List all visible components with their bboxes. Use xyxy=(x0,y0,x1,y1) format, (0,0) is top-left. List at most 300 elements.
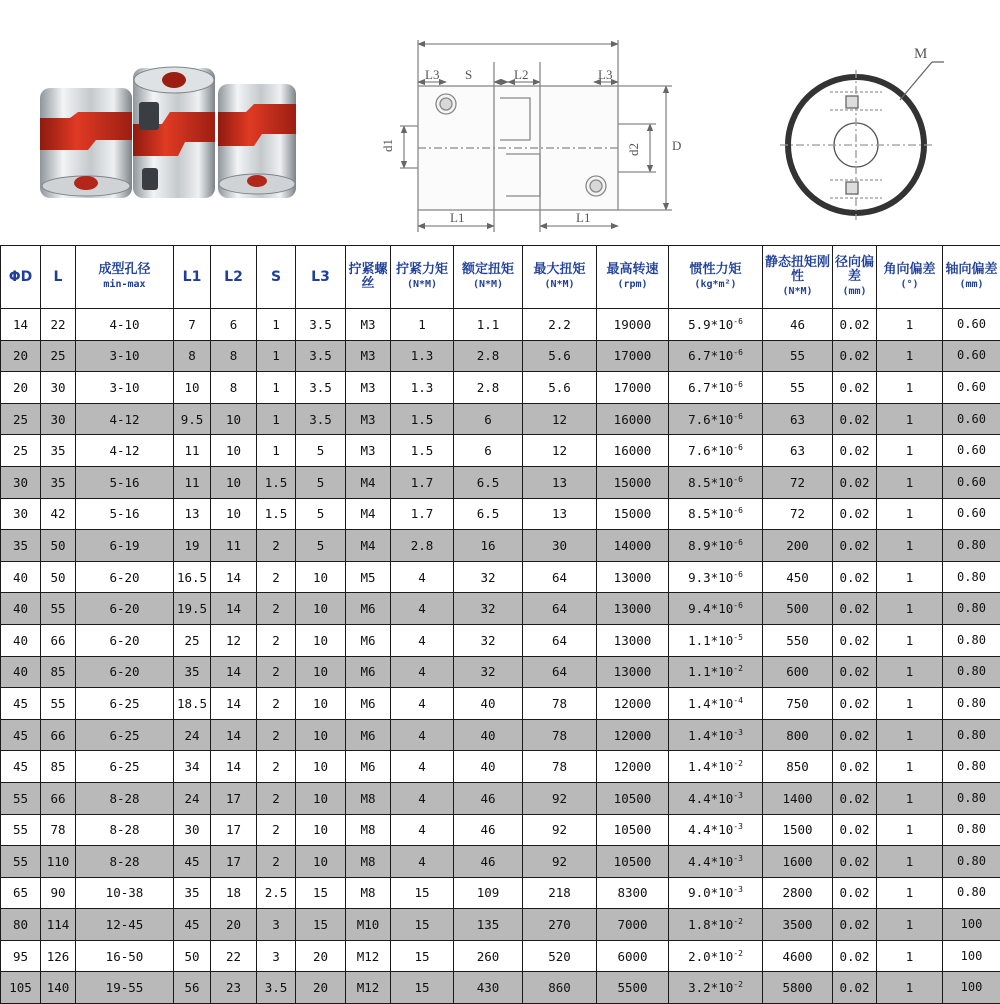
cell-radial: 0.02 xyxy=(833,435,877,467)
cell-l2: 17 xyxy=(211,782,257,814)
cell-l3: 3.5 xyxy=(296,340,346,372)
cell-l3: 5 xyxy=(296,530,346,562)
cell-radial: 0.02 xyxy=(833,656,877,688)
cell-radial: 0.02 xyxy=(833,530,877,562)
cell-angular: 1 xyxy=(877,530,943,562)
cell-axial: 0.80 xyxy=(943,530,1000,562)
cell-axial: 0.60 xyxy=(943,435,1000,467)
cell-l2: 17 xyxy=(211,846,257,878)
cell-phi-d: 45 xyxy=(1,688,41,720)
cell-l: 66 xyxy=(41,719,76,751)
inertia-base: 9.0*10 xyxy=(688,885,733,900)
cell-l1: 11 xyxy=(174,435,211,467)
header-label: ΦD xyxy=(9,269,33,285)
cell-axial: 0.80 xyxy=(943,561,1000,593)
cell-l1: 25 xyxy=(174,624,211,656)
cell-screw: M4 xyxy=(346,498,391,530)
cell-tight-torque: 4 xyxy=(391,814,454,846)
cell-l3: 10 xyxy=(296,782,346,814)
cell-tight-torque: 4 xyxy=(391,624,454,656)
inertia-exponent: -6 xyxy=(733,317,743,326)
cell-screw: M3 xyxy=(346,435,391,467)
table-row xyxy=(1,435,1000,467)
cell-max-torque: 92 xyxy=(523,814,597,846)
cell-phi-d: 65 xyxy=(1,877,41,909)
cell-stiffness: 200 xyxy=(763,530,833,562)
cell-l3: 5 xyxy=(296,435,346,467)
inertia-exponent: -6 xyxy=(733,348,743,357)
cell-max-torque: 64 xyxy=(523,593,597,625)
cell-max-torque: 13 xyxy=(523,466,597,498)
cell-s: 2 xyxy=(257,561,296,593)
cell-tight-torque: 4 xyxy=(391,656,454,688)
cell-rated-torque: 32 xyxy=(454,656,523,688)
cell-tight-torque: 1.3 xyxy=(391,372,454,404)
cell-tight-torque: 4 xyxy=(391,782,454,814)
cell-max-speed: 13000 xyxy=(597,561,669,593)
inertia-exponent: -6 xyxy=(733,380,743,389)
cell-radial: 0.02 xyxy=(833,561,877,593)
cell-bore: 6-25 xyxy=(76,688,174,720)
header-phi_d xyxy=(1,246,41,309)
table-row xyxy=(1,751,1000,783)
cell-l2: 14 xyxy=(211,656,257,688)
cell-rated-torque: 2.8 xyxy=(454,340,523,372)
cell-l: 90 xyxy=(41,877,76,909)
cell-axial: 0.80 xyxy=(943,624,1000,656)
cell-l2: 10 xyxy=(211,498,257,530)
cell-l: 55 xyxy=(41,593,76,625)
label-l2: L2 xyxy=(514,67,528,82)
cell-axial: 0.80 xyxy=(943,877,1000,909)
header-unit: (N*M) xyxy=(782,286,812,297)
header-label: L2 xyxy=(224,269,243,285)
cell-s: 2 xyxy=(257,530,296,562)
header-unit: (rpm) xyxy=(617,279,647,290)
cell-screw: M6 xyxy=(346,719,391,751)
cell-radial: 0.02 xyxy=(833,372,877,404)
cell-inertia xyxy=(669,624,763,656)
cell-stiffness: 1400 xyxy=(763,782,833,814)
inertia-exponent: -6 xyxy=(733,443,743,452)
cell-s: 2 xyxy=(257,624,296,656)
cell-axial: 100 xyxy=(943,909,1000,941)
inertia-base: 7.6*10 xyxy=(688,412,733,427)
cell-l: 126 xyxy=(41,940,76,972)
table-row xyxy=(1,466,1000,498)
inertia-base: 6.7*10 xyxy=(688,380,733,395)
coupling-photo xyxy=(40,67,296,198)
cell-max-torque: 64 xyxy=(523,624,597,656)
cell-l3: 10 xyxy=(296,751,346,783)
cell-stiffness: 72 xyxy=(763,498,833,530)
cell-l: 85 xyxy=(41,751,76,783)
cell-max-speed: 5500 xyxy=(597,972,669,1004)
cell-l1: 45 xyxy=(174,846,211,878)
cell-axial: 0.60 xyxy=(943,372,1000,404)
cell-axial: 0.80 xyxy=(943,782,1000,814)
cell-phi-d: 45 xyxy=(1,751,41,783)
cell-l2: 6 xyxy=(211,309,257,341)
cell-l2: 12 xyxy=(211,624,257,656)
table-row xyxy=(1,624,1000,656)
header-tight_torque xyxy=(391,246,454,309)
cell-bore: 8-28 xyxy=(76,814,174,846)
table-row xyxy=(1,909,1000,941)
cell-max-torque: 520 xyxy=(523,940,597,972)
header-l1 xyxy=(174,246,211,309)
inertia-base: 2.0*10 xyxy=(688,949,733,964)
header-label: 静态扭矩刚性 xyxy=(765,255,830,284)
header-unit: min-max xyxy=(103,279,145,290)
cell-inertia xyxy=(669,309,763,341)
header-axial xyxy=(943,246,1000,309)
cell-max-speed: 14000 xyxy=(597,530,669,562)
cell-s: 2.5 xyxy=(257,877,296,909)
cell-l2: 10 xyxy=(211,466,257,498)
cell-rated-torque: 46 xyxy=(454,782,523,814)
cell-l2: 14 xyxy=(211,719,257,751)
cell-inertia xyxy=(669,940,763,972)
cell-phi-d: 45 xyxy=(1,719,41,751)
cell-max-speed: 10500 xyxy=(597,814,669,846)
cell-max-torque: 13 xyxy=(523,498,597,530)
cell-max-speed: 10500 xyxy=(597,782,669,814)
cell-radial: 0.02 xyxy=(833,498,877,530)
cell-l: 66 xyxy=(41,624,76,656)
cell-s: 1.5 xyxy=(257,498,296,530)
cell-angular: 1 xyxy=(877,656,943,688)
inertia-base: 1.1*10 xyxy=(688,664,733,679)
cell-bore: 3-10 xyxy=(76,340,174,372)
label-D: D xyxy=(672,138,681,153)
inertia-base: 1.8*10 xyxy=(688,917,733,932)
cell-l1: 13 xyxy=(174,498,211,530)
cell-bore: 6-25 xyxy=(76,719,174,751)
header-unit: (N*M) xyxy=(407,279,437,290)
header-inertia xyxy=(669,246,763,309)
cell-max-speed: 7000 xyxy=(597,909,669,941)
cell-rated-torque: 16 xyxy=(454,530,523,562)
coupling-right xyxy=(218,84,296,198)
cell-axial: 0.80 xyxy=(943,719,1000,751)
cell-l3: 10 xyxy=(296,593,346,625)
cell-phi-d: 20 xyxy=(1,340,41,372)
cell-l: 66 xyxy=(41,782,76,814)
cell-max-torque: 64 xyxy=(523,561,597,593)
cell-stiffness: 63 xyxy=(763,403,833,435)
cell-phi-d: 25 xyxy=(1,435,41,467)
inertia-exponent: -6 xyxy=(733,475,743,484)
header-label: 径向偏差 xyxy=(835,255,874,284)
cell-phi-d: 40 xyxy=(1,593,41,625)
header-label: 轴向偏差 xyxy=(945,262,997,277)
cell-axial: 0.80 xyxy=(943,814,1000,846)
cell-l2: 14 xyxy=(211,593,257,625)
cell-l3: 10 xyxy=(296,846,346,878)
header-label: S xyxy=(271,269,281,285)
cell-screw: M4 xyxy=(346,530,391,562)
cell-l1: 34 xyxy=(174,751,211,783)
cell-bore: 6-19 xyxy=(76,530,174,562)
cell-inertia xyxy=(669,846,763,878)
cell-screw: M8 xyxy=(346,814,391,846)
cell-rated-torque: 6 xyxy=(454,403,523,435)
cell-radial: 0.02 xyxy=(833,877,877,909)
cell-s: 3 xyxy=(257,940,296,972)
cell-l3: 10 xyxy=(296,561,346,593)
cell-rated-torque: 430 xyxy=(454,972,523,1004)
spec-table xyxy=(0,245,1000,1004)
cell-tight-torque: 4 xyxy=(391,751,454,783)
cell-l2: 8 xyxy=(211,340,257,372)
cell-stiffness: 450 xyxy=(763,561,833,593)
cell-inertia xyxy=(669,751,763,783)
cell-radial: 0.02 xyxy=(833,719,877,751)
cell-stiffness: 55 xyxy=(763,372,833,404)
cell-max-speed: 17000 xyxy=(597,340,669,372)
inertia-base: 6.7*10 xyxy=(688,348,733,363)
cell-s: 1 xyxy=(257,403,296,435)
cell-phi-d: 40 xyxy=(1,624,41,656)
cell-inertia xyxy=(669,593,763,625)
cell-screw: M6 xyxy=(346,688,391,720)
cell-max-speed: 12000 xyxy=(597,751,669,783)
cell-rated-torque: 6 xyxy=(454,435,523,467)
product-illustration-area xyxy=(0,0,1000,245)
inertia-exponent: -2 xyxy=(733,759,743,768)
cell-max-speed: 16000 xyxy=(597,403,669,435)
cell-phi-d: 40 xyxy=(1,561,41,593)
cell-bore: 8-28 xyxy=(76,782,174,814)
table-row xyxy=(1,403,1000,435)
inertia-exponent: -3 xyxy=(733,728,743,737)
cell-angular: 1 xyxy=(877,403,943,435)
table-row xyxy=(1,846,1000,878)
header-l3 xyxy=(296,246,346,309)
inertia-exponent: -3 xyxy=(733,822,743,831)
inertia-exponent: -6 xyxy=(733,601,743,610)
cell-inertia xyxy=(669,814,763,846)
cell-max-torque: 218 xyxy=(523,877,597,909)
cell-radial: 0.02 xyxy=(833,782,877,814)
cell-tight-torque: 15 xyxy=(391,972,454,1004)
cell-stiffness: 46 xyxy=(763,309,833,341)
cell-axial: 0.80 xyxy=(943,846,1000,878)
cell-l2: 23 xyxy=(211,972,257,1004)
cell-l2: 14 xyxy=(211,688,257,720)
cell-phi-d: 55 xyxy=(1,782,41,814)
cell-bore: 12-45 xyxy=(76,909,174,941)
cell-angular: 1 xyxy=(877,846,943,878)
cell-max-torque: 78 xyxy=(523,719,597,751)
cell-tight-torque: 4 xyxy=(391,593,454,625)
cell-rated-torque: 2.8 xyxy=(454,372,523,404)
cell-tight-torque: 1.5 xyxy=(391,403,454,435)
cell-l: 55 xyxy=(41,688,76,720)
cell-l2: 18 xyxy=(211,877,257,909)
header-unit: (N*M) xyxy=(473,279,503,290)
cell-axial: 0.80 xyxy=(943,688,1000,720)
header-unit: (°) xyxy=(900,279,918,290)
cell-bore: 4-12 xyxy=(76,403,174,435)
cell-l1: 9.5 xyxy=(174,403,211,435)
cell-radial: 0.02 xyxy=(833,940,877,972)
cell-inertia xyxy=(669,656,763,688)
cell-inertia xyxy=(669,688,763,720)
cell-max-speed: 10500 xyxy=(597,846,669,878)
cell-angular: 1 xyxy=(877,688,943,720)
table-row xyxy=(1,782,1000,814)
cell-inertia xyxy=(669,909,763,941)
cell-rated-torque: 1.1 xyxy=(454,309,523,341)
cell-stiffness: 72 xyxy=(763,466,833,498)
inertia-base: 1.1*10 xyxy=(688,633,733,648)
cell-angular: 1 xyxy=(877,940,943,972)
cell-l3: 5 xyxy=(296,466,346,498)
side-view-drawing xyxy=(400,40,672,232)
cell-axial: 0.80 xyxy=(943,656,1000,688)
cell-stiffness: 4600 xyxy=(763,940,833,972)
cell-phi-d: 35 xyxy=(1,530,41,562)
cell-screw: M12 xyxy=(346,940,391,972)
cell-l2: 11 xyxy=(211,530,257,562)
cell-tight-torque: 4 xyxy=(391,688,454,720)
cell-s: 1 xyxy=(257,309,296,341)
cell-s: 2 xyxy=(257,593,296,625)
header-unit: (mm) xyxy=(842,286,866,297)
cell-screw: M12 xyxy=(346,972,391,1004)
cell-max-torque: 78 xyxy=(523,751,597,783)
table-body xyxy=(1,309,1000,1004)
cell-phi-d: 95 xyxy=(1,940,41,972)
inertia-exponent: -3 xyxy=(733,791,743,800)
cell-max-speed: 17000 xyxy=(597,372,669,404)
label-l1-left: L1 xyxy=(450,210,464,225)
inertia-base: 8.5*10 xyxy=(688,475,733,490)
cell-bore: 6-20 xyxy=(76,624,174,656)
inertia-exponent: -6 xyxy=(733,506,743,515)
inertia-exponent: -3 xyxy=(733,885,743,894)
cell-max-speed: 15000 xyxy=(597,466,669,498)
cell-l: 35 xyxy=(41,435,76,467)
cell-radial: 0.02 xyxy=(833,593,877,625)
cell-l3: 5 xyxy=(296,498,346,530)
cell-s: 2 xyxy=(257,751,296,783)
cell-s: 2 xyxy=(257,656,296,688)
cell-max-torque: 92 xyxy=(523,782,597,814)
cell-l1: 19.5 xyxy=(174,593,211,625)
cell-l1: 18.5 xyxy=(174,688,211,720)
inertia-base: 4.4*10 xyxy=(688,854,733,869)
header-row xyxy=(1,246,1000,309)
cell-max-torque: 5.6 xyxy=(523,340,597,372)
cell-max-speed: 12000 xyxy=(597,688,669,720)
inertia-exponent: -4 xyxy=(733,696,743,705)
header-label: 拧紧螺丝 xyxy=(348,262,387,291)
cell-inertia xyxy=(669,498,763,530)
cell-l2: 14 xyxy=(211,751,257,783)
cell-max-torque: 12 xyxy=(523,435,597,467)
inertia-exponent: -6 xyxy=(733,538,743,547)
cell-stiffness: 500 xyxy=(763,593,833,625)
inertia-base: 9.4*10 xyxy=(688,601,733,616)
cell-l1: 56 xyxy=(174,972,211,1004)
label-d2: d2 xyxy=(626,143,641,156)
header-max_torque xyxy=(523,246,597,309)
cell-tight-torque: 4 xyxy=(391,719,454,751)
cell-angular: 1 xyxy=(877,498,943,530)
cell-radial: 0.02 xyxy=(833,688,877,720)
cell-stiffness: 55 xyxy=(763,340,833,372)
cell-inertia xyxy=(669,530,763,562)
cell-angular: 1 xyxy=(877,372,943,404)
table-row xyxy=(1,372,1000,404)
cell-bore: 6-25 xyxy=(76,751,174,783)
cell-s: 2 xyxy=(257,846,296,878)
cell-l2: 10 xyxy=(211,435,257,467)
label-d1: d1 xyxy=(380,139,395,152)
cell-l1: 45 xyxy=(174,909,211,941)
cell-bore: 6-20 xyxy=(76,656,174,688)
header-unit: (mm) xyxy=(959,279,983,290)
cell-radial: 0.02 xyxy=(833,846,877,878)
cell-l: 22 xyxy=(41,309,76,341)
cell-bore: 4-10 xyxy=(76,309,174,341)
cell-screw: M4 xyxy=(346,466,391,498)
header-bore xyxy=(76,246,174,309)
cell-stiffness: 850 xyxy=(763,751,833,783)
inertia-exponent: -2 xyxy=(733,664,743,673)
header-label: 拧紧力矩 xyxy=(396,262,448,277)
cell-rated-torque: 6.5 xyxy=(454,498,523,530)
cell-s: 3 xyxy=(257,909,296,941)
cell-stiffness: 750 xyxy=(763,688,833,720)
cell-max-speed: 13000 xyxy=(597,593,669,625)
cell-inertia xyxy=(669,877,763,909)
cell-screw: M6 xyxy=(346,751,391,783)
cell-axial: 0.80 xyxy=(943,751,1000,783)
cell-max-speed: 8300 xyxy=(597,877,669,909)
header-unit: (N*M) xyxy=(544,279,574,290)
cell-l3: 20 xyxy=(296,972,346,1004)
table-row xyxy=(1,561,1000,593)
cell-bore: 5-16 xyxy=(76,466,174,498)
cell-phi-d: 80 xyxy=(1,909,41,941)
cell-rated-torque: 260 xyxy=(454,940,523,972)
cell-s: 3.5 xyxy=(257,972,296,1004)
cell-tight-torque: 15 xyxy=(391,940,454,972)
cell-screw: M6 xyxy=(346,656,391,688)
cell-stiffness: 1500 xyxy=(763,814,833,846)
cell-inertia xyxy=(669,340,763,372)
cell-l1: 7 xyxy=(174,309,211,341)
cell-l3: 10 xyxy=(296,688,346,720)
cell-rated-torque: 40 xyxy=(454,751,523,783)
cell-screw: M10 xyxy=(346,909,391,941)
label-m: M xyxy=(914,46,927,62)
cell-inertia xyxy=(669,972,763,1004)
cell-l3: 15 xyxy=(296,909,346,941)
cell-rated-torque: 6.5 xyxy=(454,466,523,498)
inertia-exponent: -6 xyxy=(733,570,743,579)
inertia-base: 4.4*10 xyxy=(688,822,733,837)
inertia-base: 5.9*10 xyxy=(688,317,733,332)
cell-bore: 19-55 xyxy=(76,972,174,1004)
cell-max-torque: 5.6 xyxy=(523,372,597,404)
cell-stiffness: 5800 xyxy=(763,972,833,1004)
inertia-base: 1.4*10 xyxy=(688,696,733,711)
